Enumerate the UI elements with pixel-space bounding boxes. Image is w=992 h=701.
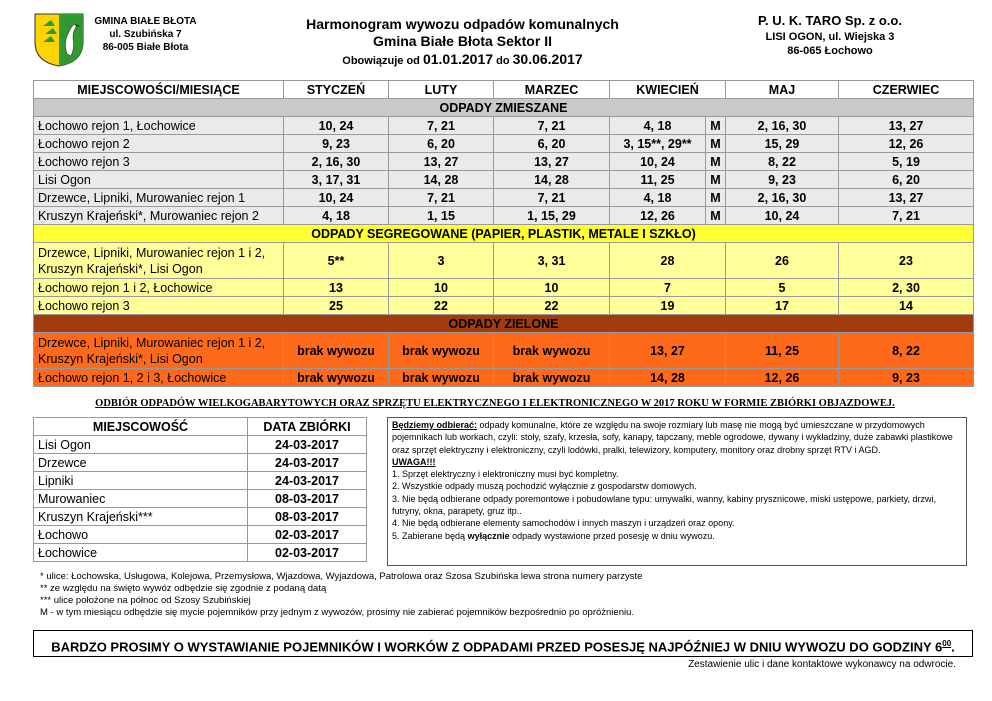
gmina-address bbox=[88, 15, 203, 54]
document-title bbox=[270, 16, 655, 70]
date-cell: brak wywozu bbox=[389, 333, 494, 369]
date-cell: 14, 28 bbox=[389, 171, 494, 189]
bulky-row bbox=[34, 454, 367, 472]
date-cell: 14, 28 bbox=[610, 369, 726, 387]
header-month: MARZEC bbox=[494, 81, 610, 99]
notes-intro-label: Będziemy odbierać: bbox=[392, 420, 478, 430]
date-cell: 13, 27 bbox=[839, 189, 974, 207]
date-cell: 3, 17, 31 bbox=[284, 171, 389, 189]
header-place: MIEJSCOWOŚĆ bbox=[34, 418, 248, 436]
contractor-info bbox=[730, 12, 930, 58]
date-cell: 22 bbox=[494, 297, 610, 315]
bulky-body bbox=[34, 436, 367, 562]
washing-mark: M bbox=[706, 153, 726, 171]
date-cell: 15, 29 bbox=[726, 135, 839, 153]
header-month: KWIECIEŃ bbox=[610, 81, 726, 99]
location-cell: Łochowo rejon 3 bbox=[34, 297, 284, 315]
date-cell: 1, 15, 29 bbox=[494, 207, 610, 225]
validity-line bbox=[270, 50, 655, 70]
valid-from: 01.01.2017 bbox=[422, 51, 494, 67]
date-cell: 13, 27 bbox=[839, 117, 974, 135]
date-cell: 2, 16, 30 bbox=[284, 153, 389, 171]
collection-date-cell: 24-03-2017 bbox=[248, 436, 367, 454]
bulky-row bbox=[34, 544, 367, 562]
date-cell: 13, 27 bbox=[494, 153, 610, 171]
bulky-row bbox=[34, 526, 367, 544]
validity-mid: do bbox=[496, 55, 510, 67]
date-cell: 2, 16, 30 bbox=[726, 189, 839, 207]
place-cell: Drzewce bbox=[34, 454, 248, 472]
date-cell: 3 bbox=[389, 243, 494, 279]
date-cell: 5** bbox=[284, 243, 389, 279]
bulky-waste-title: ODBIÓR ODPADÓW WIELKOGABARYTOWYCH ORAZ SPRZĘTU ELEKTRYCZNEGO I ELEKTRONICZNEGO W 2017 ROKU W FORMIE ZBIÓRKI OBJAZDOWEJ. bbox=[95, 398, 895, 409]
notes-warning: UWAGA!!! bbox=[392, 456, 436, 467]
date-cell: brak wywozu bbox=[284, 369, 389, 387]
location-cell: Łochowo rejon 2 bbox=[34, 135, 284, 153]
footnote: *** ulice położone na północ od Szosy Szubińskiej bbox=[40, 595, 251, 606]
section-header-mixed bbox=[34, 99, 974, 117]
date-cell: 5, 19 bbox=[839, 153, 974, 171]
validity-prefix: Obowiązuje od bbox=[342, 55, 420, 67]
washing-mark: M bbox=[706, 207, 726, 225]
contractor-address-2: 86-065 Łochowo bbox=[787, 45, 873, 57]
section-header-green bbox=[34, 315, 974, 333]
valid-to: 30.06.2017 bbox=[512, 51, 583, 67]
notes-item: 1. Sprzęt elektryczny i elektroniczny musi być kompletny. bbox=[392, 469, 619, 480]
header-month: STYCZEŃ bbox=[284, 81, 389, 99]
date-cell: 10, 24 bbox=[726, 207, 839, 225]
date-cell: 6, 20 bbox=[389, 135, 494, 153]
date-cell: 19 bbox=[610, 297, 726, 315]
bulky-notes-box bbox=[387, 417, 967, 566]
contractor-address-1: LISI OGON, ul. Wiejska 3 bbox=[765, 31, 895, 43]
place-cell: Murowaniec bbox=[34, 490, 248, 508]
date-cell: 7, 21 bbox=[839, 207, 974, 225]
schedule-row bbox=[34, 297, 974, 315]
gmina-name: GMINA BIAŁE BŁOTA bbox=[94, 16, 197, 27]
date-cell: 13, 27 bbox=[610, 333, 726, 369]
date-cell: 13 bbox=[284, 279, 389, 297]
washing-mark: M bbox=[706, 189, 726, 207]
section-title: ODPADY SEGREGOWANE (PAPIER, PLASTIK, METALE I SZKŁO) bbox=[34, 225, 974, 243]
date-cell: 8, 22 bbox=[726, 153, 839, 171]
bulky-row bbox=[34, 472, 367, 490]
footnote: * ulice: Łochowska, Usługowa, Kolejowa, Przemysłowa, Wjazdowa, Wyjazdowa, Patrolowa oraz Szosa Szubińska lewa strona numery parzyste bbox=[40, 571, 643, 582]
date-cell: 10 bbox=[389, 279, 494, 297]
title-line-1: Harmonogram wywozu odpadów komunalnych bbox=[306, 16, 619, 32]
gmina-street: ul. Szubińska 7 bbox=[109, 29, 182, 40]
schedule-header-row bbox=[34, 81, 974, 99]
date-cell: 14 bbox=[839, 297, 974, 315]
place-cell: Lipniki bbox=[34, 472, 248, 490]
date-cell: 6, 20 bbox=[839, 171, 974, 189]
location-cell: Łochowo rejon 1 i 2, Łochowice bbox=[34, 279, 284, 297]
contractor-name: P. U. K. TARO Sp. z o.o. bbox=[758, 13, 902, 28]
date-cell: brak wywozu bbox=[284, 333, 389, 369]
date-cell: 7, 21 bbox=[494, 189, 610, 207]
date-cell: brak wywozu bbox=[389, 369, 494, 387]
place-cell: Kruszyn Krajeński*** bbox=[34, 508, 248, 526]
location-cell: Drzewce, Lipniki, Murowaniec rejon 1 i 2, Kruszyn Krajeński*, Lisi Ogon bbox=[34, 333, 284, 369]
notes-item5-bold: wyłącznie bbox=[467, 530, 510, 541]
schedule-row bbox=[34, 189, 974, 207]
date-cell: 2, 16, 30 bbox=[726, 117, 839, 135]
place-cell: Łochowo bbox=[34, 526, 248, 544]
collection-date-cell: 08-03-2017 bbox=[248, 490, 367, 508]
location-cell: Łochowo rejon 1, 2 i 3, Łochowice bbox=[34, 369, 284, 387]
date-cell: 28 bbox=[610, 243, 726, 279]
date-cell: 10 bbox=[494, 279, 610, 297]
document-header bbox=[0, 0, 992, 80]
deadline-minutes: 00 bbox=[942, 639, 952, 648]
header-month: CZERWIEC bbox=[839, 81, 974, 99]
date-cell: 3, 15**, 29** bbox=[610, 135, 706, 153]
date-cell: 26 bbox=[726, 243, 839, 279]
date-cell: 17 bbox=[726, 297, 839, 315]
bulky-row bbox=[34, 436, 367, 454]
location-cell: Drzewce, Lipniki, Murowaniec rejon 1 i 2, Kruszyn Krajeński*, Lisi Ogon bbox=[34, 243, 284, 279]
notes-item: 4. Nie będą odbierane elementy samochodów i innych maszyn i urządzeń oraz opony. bbox=[392, 518, 735, 529]
date-cell: 1, 15 bbox=[389, 207, 494, 225]
collection-date-cell: 02-03-2017 bbox=[248, 544, 367, 562]
collection-date-cell: 08-03-2017 bbox=[248, 508, 367, 526]
place-cell: Lisi Ogon bbox=[34, 436, 248, 454]
bulky-row bbox=[34, 508, 367, 526]
date-cell: 12, 26 bbox=[726, 369, 839, 387]
schedule-row bbox=[34, 153, 974, 171]
notes-intro-text: odpady komunalne, które ze względu na swoje rozmiary lub masę nie mogą być umieszczane w przydomowych pojemnikach lub workach, czyli: stoły, szafy, krzesła, sofy, kanapy, tapczany, meble ogrodowe, dywany i wykładziny, duże zabawki plastikowe oraz sprzęt elektryczny i elektroniczny, czyli lodówki, pralki, telewizory, komputery, monitory oraz drobny sprzęt RTV i AGD. bbox=[392, 420, 953, 455]
date-cell: 9, 23 bbox=[726, 171, 839, 189]
schedule-body bbox=[34, 99, 974, 387]
date-cell: 3, 31 bbox=[494, 243, 610, 279]
date-cell: 12, 26 bbox=[610, 207, 706, 225]
date-cell: 4, 18 bbox=[610, 189, 706, 207]
schedule-row bbox=[34, 135, 974, 153]
date-cell: 14, 28 bbox=[494, 171, 610, 189]
collection-date-cell: 24-03-2017 bbox=[248, 454, 367, 472]
bulky-collection-table bbox=[33, 417, 367, 562]
schedule-row bbox=[34, 279, 974, 297]
date-cell: 13, 27 bbox=[389, 153, 494, 171]
date-cell: 8, 22 bbox=[839, 333, 974, 369]
section-title: ODPADY ZMIESZANE bbox=[34, 99, 974, 117]
washing-mark: M bbox=[706, 117, 726, 135]
notes-intro bbox=[392, 419, 962, 456]
header-locations: MIEJSCOWOŚCI/MIESIĄCE bbox=[34, 81, 284, 99]
washing-mark: M bbox=[706, 135, 726, 153]
schedule-row bbox=[34, 333, 974, 369]
deadline-end: . bbox=[951, 639, 955, 655]
header-date: DATA ZBIÓRKI bbox=[248, 418, 367, 436]
date-cell: 10, 24 bbox=[284, 189, 389, 207]
location-cell: Łochowo rejon 3 bbox=[34, 153, 284, 171]
date-cell: 7, 21 bbox=[389, 189, 494, 207]
date-cell: 2, 30 bbox=[839, 279, 974, 297]
reverse-side-note: Zestawienie ulic i dane kontaktowe wykonawcy na odwrocie. bbox=[688, 659, 956, 670]
deadline-text: BARDZO PROSIMY O WYSTAWIANIE POJEMNIKÓW I WORKÓW Z ODPADAMI PRZED POSESJĘ NAJPÓŹNIEJ W DNIU WYWOZU DO GODZINY 6 bbox=[51, 639, 943, 655]
section-title: ODPADY ZIELONE bbox=[34, 315, 974, 333]
section-header-segregated bbox=[34, 225, 974, 243]
location-cell: Łochowo rejon 1, Łochowice bbox=[34, 117, 284, 135]
bulky-header-row bbox=[34, 418, 367, 436]
date-cell: 5 bbox=[726, 279, 839, 297]
schedule-row bbox=[34, 171, 974, 189]
date-cell: brak wywozu bbox=[494, 369, 610, 387]
notes-item5-after: odpady wystawione przed posesję w dniu wywozu. bbox=[512, 530, 715, 541]
date-cell: 9, 23 bbox=[839, 369, 974, 387]
schedule-row bbox=[34, 117, 974, 135]
title-line-2: Gmina Białe Błota Sektor II bbox=[373, 33, 552, 49]
date-cell: 4, 18 bbox=[610, 117, 706, 135]
location-cell: Kruszyn Krajeński*, Murowaniec rejon 2 bbox=[34, 207, 284, 225]
notes-item5-before: 5. Zabierane będą bbox=[392, 530, 466, 541]
header-month: LUTY bbox=[389, 81, 494, 99]
schedule-row bbox=[34, 243, 974, 279]
location-cell: Drzewce, Lipniki, Murowaniec rejon 1 bbox=[34, 189, 284, 207]
date-cell: 23 bbox=[839, 243, 974, 279]
header-month: MAJ bbox=[726, 81, 839, 99]
date-cell: 12, 26 bbox=[839, 135, 974, 153]
collection-date-cell: 24-03-2017 bbox=[248, 472, 367, 490]
date-cell: 6, 20 bbox=[494, 135, 610, 153]
notes-item: 2. Wszystkie odpady muszą pochodzić wyłącznie z gospodarstw domowych. bbox=[392, 481, 697, 492]
collection-date-cell: 02-03-2017 bbox=[248, 526, 367, 544]
date-cell: 22 bbox=[389, 297, 494, 315]
schedule-row bbox=[34, 369, 974, 387]
date-cell: brak wywozu bbox=[494, 333, 610, 369]
washing-mark: M bbox=[706, 171, 726, 189]
location-cell: Lisi Ogon bbox=[34, 171, 284, 189]
footnotes bbox=[40, 571, 642, 619]
date-cell: 7, 21 bbox=[494, 117, 610, 135]
schedule-row bbox=[34, 207, 974, 225]
date-cell: 4, 18 bbox=[284, 207, 389, 225]
date-cell: 11, 25 bbox=[726, 333, 839, 369]
date-cell: 7 bbox=[610, 279, 726, 297]
collection-schedule-table bbox=[33, 80, 974, 387]
deadline-notice bbox=[33, 630, 973, 657]
date-cell: 9, 23 bbox=[284, 135, 389, 153]
date-cell: 7, 21 bbox=[389, 117, 494, 135]
date-cell: 25 bbox=[284, 297, 389, 315]
coat-of-arms-icon bbox=[33, 12, 85, 68]
date-cell: 10, 24 bbox=[284, 117, 389, 135]
notes-item: 3. Nie będą odbierane odpady poremontowe i pobudowlane typu: umywalki, wanny, kabiny prysznicowe, miski ustępowe, parkiety, drzwi, futryny, okna, parapety, gruz itp.. bbox=[392, 493, 936, 517]
place-cell: Łochowice bbox=[34, 544, 248, 562]
notes-item bbox=[392, 530, 962, 542]
footnote: M - w tym miesiącu odbędzie się mycie pojemników przy jednym z wywozów, prosimy nie zabierać pojemników bezpośrednio po opróżnieniu. bbox=[40, 607, 635, 618]
bulky-row bbox=[34, 490, 367, 508]
date-cell: 10, 24 bbox=[610, 153, 706, 171]
date-cell: 11, 25 bbox=[610, 171, 706, 189]
gmina-city: 86-005 Białe Błota bbox=[102, 42, 189, 53]
footnote: ** ze względu na święto wywóz odbędzie się zgodnie z podaną datą bbox=[40, 583, 327, 594]
